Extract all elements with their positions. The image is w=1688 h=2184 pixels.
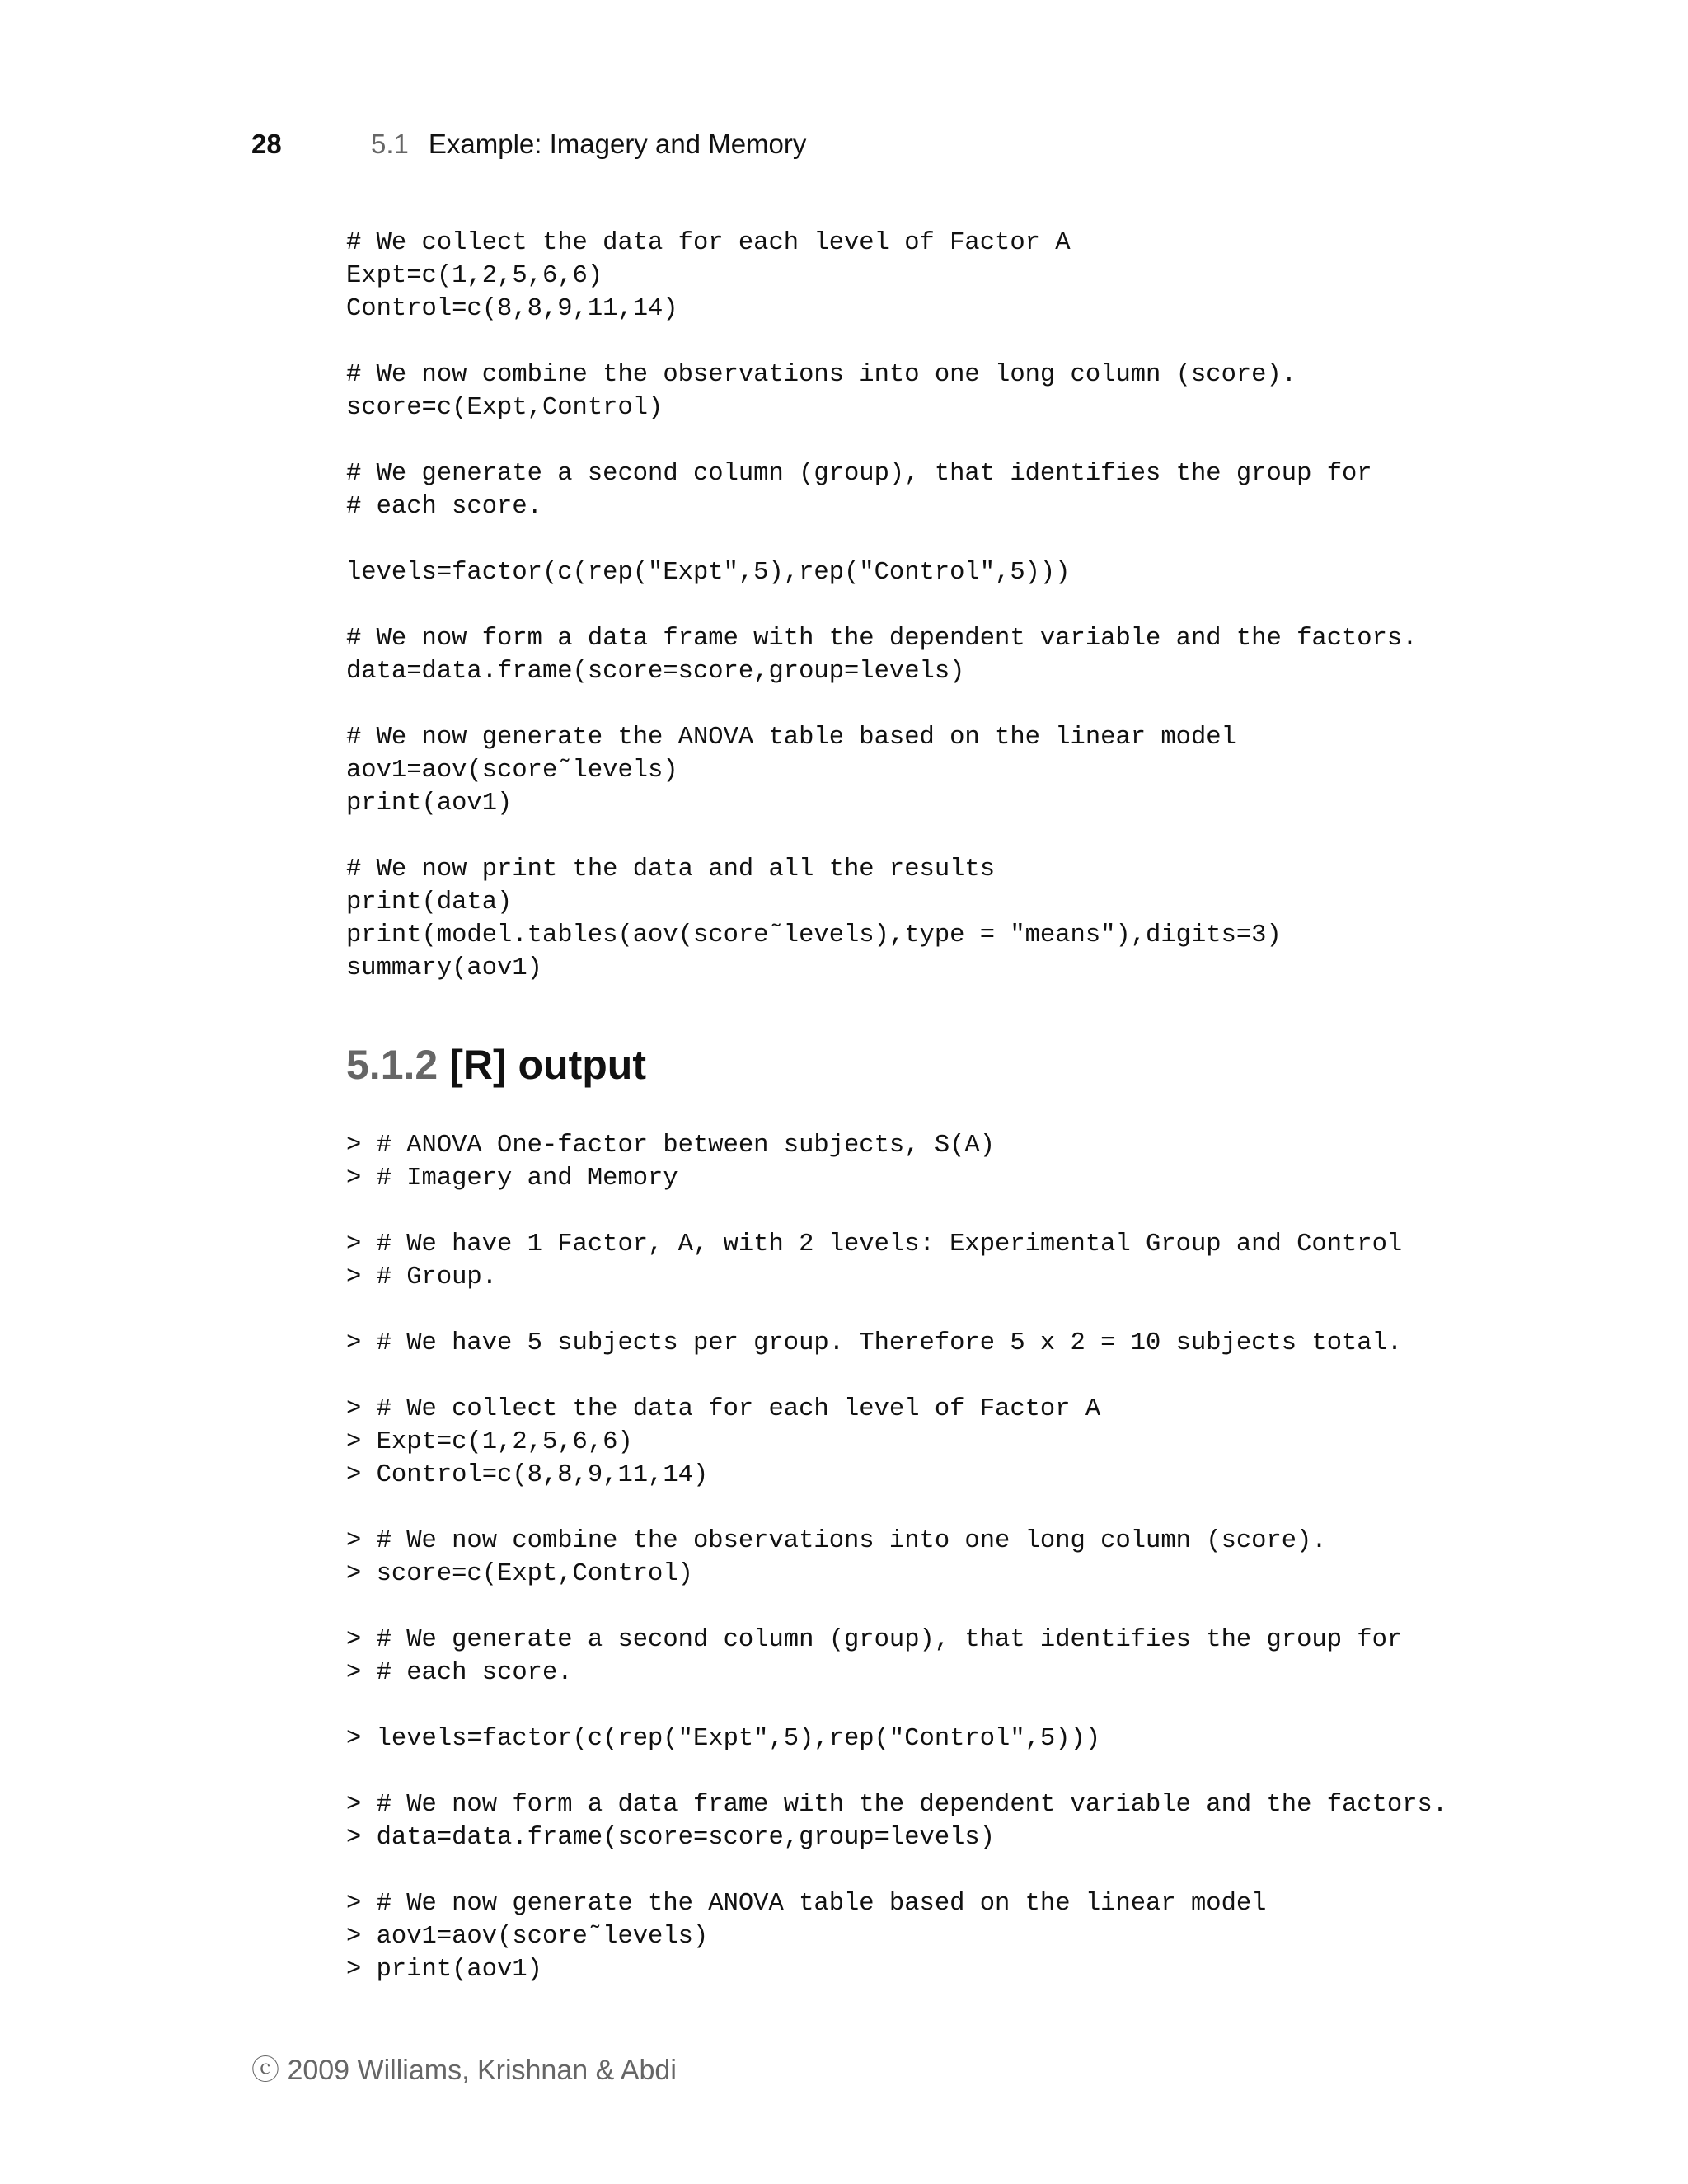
- code-line: [346, 1591, 1447, 1624]
- code-line: summary(aov1): [346, 954, 542, 982]
- code-line: > Expt=c(1,2,5,6,6): [346, 1428, 633, 1456]
- code-line: > # ANOVA One-factor between subjects, S(A): [346, 1132, 996, 1160]
- code-line: > # Group.: [346, 1263, 498, 1291]
- code-line: [346, 820, 1418, 853]
- running-head-section-number: 5.1: [371, 129, 409, 159]
- section-heading-number: 5.1.2: [346, 1042, 438, 1088]
- code-line: > score=c(Expt,Control): [346, 1560, 693, 1588]
- code-line: > # We collect the data for each level of Factor A: [346, 1395, 1101, 1423]
- code-line: Expt=c(1,2,5,6,6): [346, 262, 603, 290]
- code-line: aov1=aov(score˜levels): [346, 757, 678, 785]
- code-line: # each score.: [346, 493, 542, 521]
- footer-copyright: ⓒ 2009 Williams, Krishnan & Abdi: [251, 2055, 677, 2086]
- running-head-title: Example: Imagery and Memory: [428, 129, 807, 159]
- code-line: [346, 1294, 1447, 1327]
- code-line: data=data.frame(score=score,group=levels): [346, 658, 965, 686]
- page-number: 28: [251, 129, 282, 159]
- code-line: > aov1=aov(score˜levels): [346, 1923, 709, 1951]
- code-line: [346, 1690, 1447, 1722]
- code-line: > # We now generate the ANOVA table based on the linear model: [346, 1890, 1267, 1918]
- section-heading-title: [R] output: [449, 1042, 646, 1088]
- code-line: # We now form a data frame with the dependent variable and the factors.: [346, 625, 1418, 653]
- code-line: > # Imagery and Memory: [346, 1165, 678, 1193]
- code-line: [346, 1854, 1447, 1887]
- code-line: score=c(Expt,Control): [346, 394, 663, 422]
- code-line: [346, 589, 1418, 622]
- r-output-listing: [346, 1129, 1447, 1986]
- code-line: > # We now form a data frame with the dependent variable and the factors.: [346, 1791, 1448, 1819]
- code-line: [346, 326, 1418, 359]
- code-line: > levels=factor(c(rep("Expt",5),rep("Control",5))): [346, 1725, 1101, 1753]
- code-line: # We collect the data for each level of Factor A: [346, 229, 1071, 257]
- r-code-listing: [346, 227, 1418, 985]
- code-line: # We now combine the observations into one long column (score).: [346, 361, 1297, 389]
- code-line: > # We now combine the observations into one long column (score).: [346, 1527, 1327, 1555]
- code-line: > Control=c(8,8,9,11,14): [346, 1461, 709, 1489]
- code-line: # We now generate the ANOVA table based on the linear model: [346, 724, 1236, 752]
- code-line: [346, 1360, 1447, 1393]
- code-line: > # We have 5 subjects per group. Therefore 5 x 2 = 10 subjects total.: [346, 1329, 1403, 1357]
- code-line: levels=factor(c(rep("Expt",5),rep("Control",5))): [346, 559, 1071, 587]
- code-line: print(model.tables(aov(score˜levels),type = "means"),digits=3): [346, 921, 1282, 949]
- code-line: print(aov1): [346, 790, 513, 818]
- code-line: > # each score.: [346, 1659, 573, 1687]
- code-line: > print(aov1): [346, 1956, 542, 1984]
- code-line: > # We have 1 Factor, A, with 2 levels: Experimental Group and Control: [346, 1230, 1403, 1258]
- code-line: [346, 424, 1418, 457]
- section-heading: [346, 1040, 646, 1090]
- code-line: [346, 523, 1418, 556]
- running-head: [371, 128, 806, 161]
- code-line: [346, 1492, 1447, 1525]
- code-line: [346, 1195, 1447, 1228]
- code-line: [346, 688, 1418, 721]
- code-line: [346, 1755, 1447, 1788]
- code-line: > data=data.frame(score=score,group=levels): [346, 1824, 996, 1852]
- code-line: Control=c(8,8,9,11,14): [346, 295, 678, 323]
- code-line: # We generate a second column (group), that identifies the group for: [346, 460, 1372, 488]
- code-line: > # We generate a second column (group), that identifies the group for: [346, 1626, 1403, 1654]
- code-line: # We now print the data and all the results: [346, 855, 996, 883]
- code-line: print(data): [346, 888, 513, 916]
